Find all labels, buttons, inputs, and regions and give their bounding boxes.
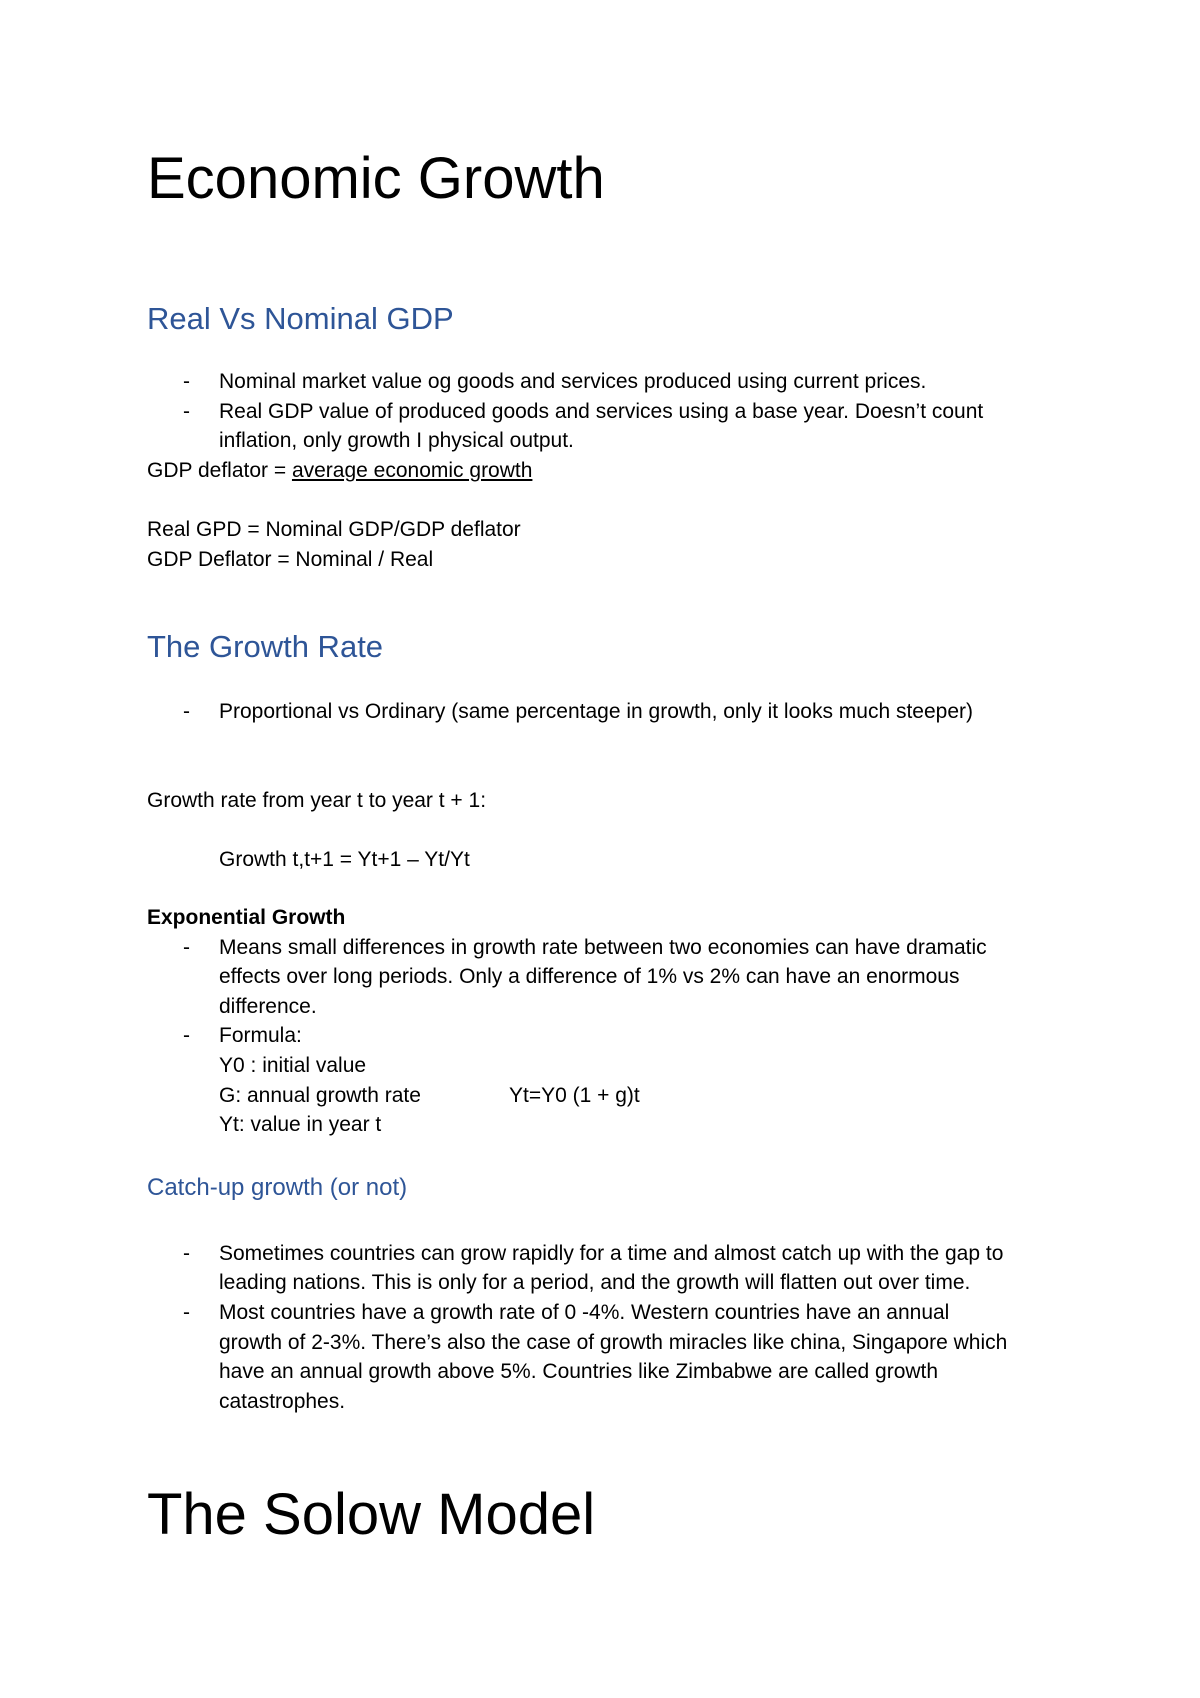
heading-growth-rate: The Growth Rate (147, 629, 384, 664)
gdp-deflator-definition (147, 456, 532, 486)
bullet-formula: Formula: (219, 1024, 302, 1047)
document-title: Economic Growth (147, 146, 605, 211)
formula-line-growth-rate: G: annual growth rate (219, 1084, 421, 1107)
bullet-marker: - (183, 1301, 190, 1324)
bullet-rates-line-2: growth of 2-3%. There’s also the case of growth miracles like china, Singapore which (219, 1331, 1008, 1354)
heading-catch-up-growth: Catch-up growth (or not) (147, 1174, 408, 1201)
bullet-real-line-1: Real GDP value of produced goods and services using a base year. Doesn’t count (219, 400, 984, 423)
gdp-deflator-label: GDP deflator = (147, 459, 292, 482)
bullet-marker: - (183, 400, 190, 423)
growth-rate-formula: Growth t,t+1 = Yt+1 – Yt/Yt (219, 848, 470, 871)
bullet-rates-line-3: have an annual growth above 5%. Countries like Zimbabwe are called growth (219, 1360, 939, 1383)
real-gdp-formula: Real GPD = Nominal GDP/GDP deflator (147, 518, 521, 541)
bullet-exp-line-2: effects over long periods. Only a difference of 1% vs 2% can have an enormous (219, 965, 960, 988)
bullet-marker: - (183, 700, 190, 723)
gdp-deflator-value: average economic growth (291, 459, 533, 482)
bullet-real-line-2: inflation, only growth I physical output. (219, 429, 574, 452)
solow-model-title: The Solow Model (147, 1482, 596, 1547)
growth-rate-intro: Growth rate from year t to year t + 1: (147, 789, 487, 812)
bullet-marker: - (183, 936, 190, 959)
bullet-catchup-line-2: leading nations. This is only for a period, and the growth will flatten out over time. (219, 1271, 971, 1294)
bullet-marker: - (183, 1024, 190, 1047)
bullet-exp-line-1: Means small differences in growth rate between two economies can have dramatic (219, 936, 987, 959)
formula-expression: Yt=Y0 (1 + g)t (509, 1084, 640, 1107)
bullet-proportional: Proportional vs Ordinary (same percentage in growth, only it looks much steeper) (219, 700, 974, 723)
bullet-marker: - (183, 1242, 190, 1265)
heading-real-vs-nominal: Real Vs Nominal GDP (147, 301, 454, 336)
bullet-exp-line-3: difference. (219, 995, 317, 1018)
bullet-marker: - (183, 370, 190, 393)
bullet-catchup-line-1: Sometimes countries can grow rapidly for a time and almost catch up with the gap to (219, 1242, 1004, 1265)
bullet-nominal: Nominal market value og goods and services produced using current prices. (219, 370, 927, 393)
gdp-deflator-formula: GDP Deflator = Nominal / Real (147, 548, 434, 571)
exponential-growth-heading: Exponential Growth (147, 906, 346, 929)
bullet-rates-line-1: Most countries have a growth rate of 0 -4%. Western countries have an annual (219, 1301, 950, 1324)
formula-line-initial-value: Y0 : initial value (219, 1054, 367, 1077)
formula-line-value-year: Yt: value in year t (219, 1113, 382, 1136)
bullet-rates-line-4: catastrophes. (219, 1390, 346, 1413)
